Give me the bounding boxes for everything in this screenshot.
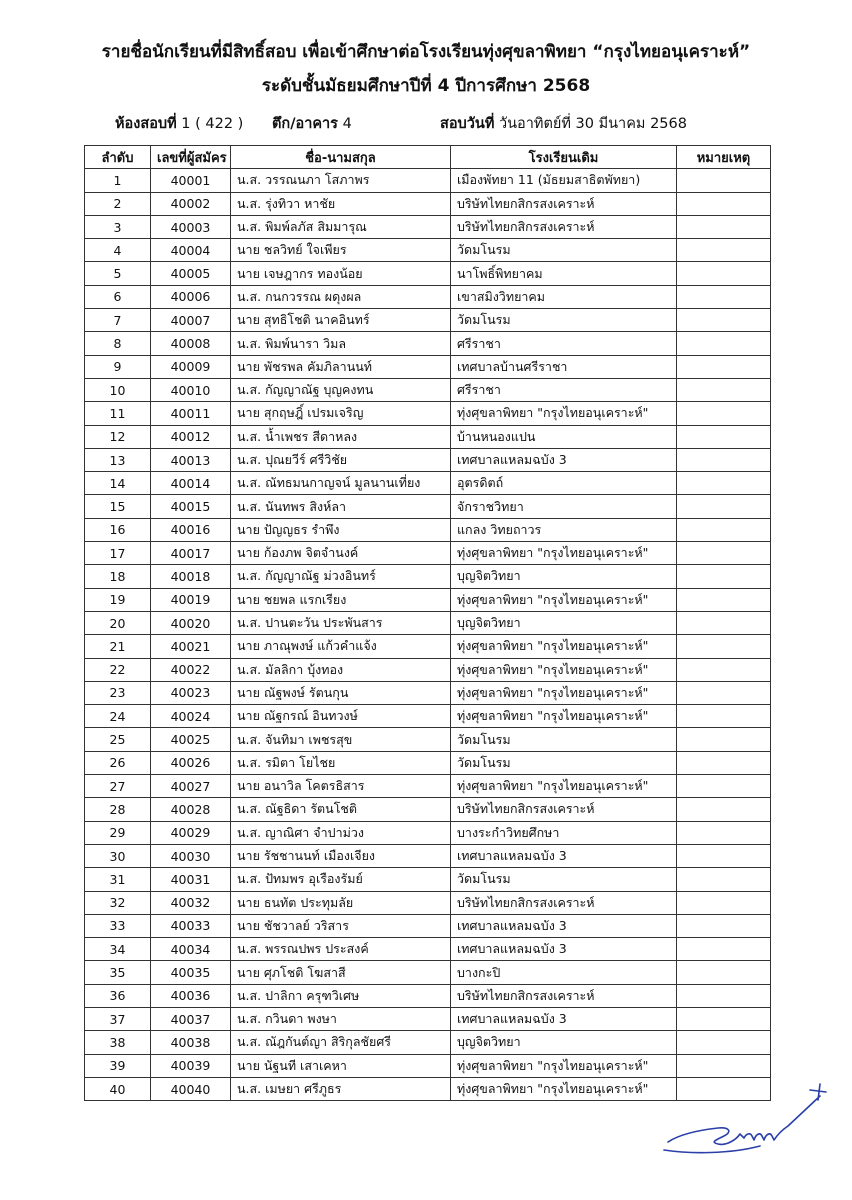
cell-previous-school: เทศบาลแหลมฉบัง 3 xyxy=(451,914,677,937)
cell-previous-school: บุญจิตวิทยา xyxy=(451,565,677,588)
cell-previous-school: ศรีราชา xyxy=(451,378,677,401)
cell-full-name: น.ส. พิมพ์นารา วิมล xyxy=(231,332,451,355)
table-row xyxy=(85,378,771,401)
table-row xyxy=(85,262,771,285)
cell-no: 23 xyxy=(85,681,151,704)
cell-no: 16 xyxy=(85,518,151,541)
cell-previous-school: เทศบาลบ้านศรีราชา xyxy=(451,355,677,378)
exam-building xyxy=(272,112,352,135)
exam-room-label: ห้องสอบที่ xyxy=(115,116,177,132)
table-row xyxy=(85,355,771,378)
column-header-no: ลำดับ xyxy=(85,146,151,169)
cell-remarks xyxy=(677,495,771,518)
cell-applicant-id: 40033 xyxy=(151,914,231,937)
cell-no: 15 xyxy=(85,495,151,518)
cell-remarks xyxy=(677,984,771,1007)
cell-remarks xyxy=(677,565,771,588)
table-row xyxy=(85,914,771,937)
cell-previous-school: แกลง วิทยถาวร xyxy=(451,518,677,541)
cell-no: 20 xyxy=(85,611,151,634)
table-row xyxy=(85,635,771,658)
cell-remarks xyxy=(677,751,771,774)
exam-building-label: ตึก/อาคาร xyxy=(272,116,338,132)
cell-full-name: นาย ก้องภพ จิตจำนงค์ xyxy=(231,542,451,565)
table-row xyxy=(85,891,771,914)
cell-previous-school: บุญจิตวิทยา xyxy=(451,1031,677,1054)
cell-previous-school: เขาสมิงวิทยาคม xyxy=(451,285,677,308)
cell-applicant-id: 40026 xyxy=(151,751,231,774)
table-row xyxy=(85,425,771,448)
table-row xyxy=(85,518,771,541)
cell-full-name: น.ส. พรรณปพร ประสงค์ xyxy=(231,938,451,961)
table-row xyxy=(85,309,771,332)
cell-remarks xyxy=(677,775,771,798)
cell-applicant-id: 40027 xyxy=(151,775,231,798)
cell-remarks xyxy=(677,658,771,681)
cell-no: 3 xyxy=(85,215,151,238)
cell-applicant-id: 40013 xyxy=(151,448,231,471)
exam-room xyxy=(115,112,243,135)
cell-full-name: น.ส. เมษยา ศรีภูธร xyxy=(231,1077,451,1100)
cell-no: 30 xyxy=(85,844,151,867)
cell-previous-school: เทศบาลแหลมฉบัง 3 xyxy=(451,1007,677,1030)
cell-no: 28 xyxy=(85,798,151,821)
table-row xyxy=(85,1031,771,1054)
cell-applicant-id: 40017 xyxy=(151,542,231,565)
cell-remarks xyxy=(677,705,771,728)
cell-remarks xyxy=(677,425,771,448)
cell-remarks xyxy=(677,681,771,704)
cell-previous-school: นาโพธิ์พิทยาคม xyxy=(451,262,677,285)
exam-date-label: สอบวันที่ xyxy=(440,116,495,132)
cell-remarks xyxy=(677,821,771,844)
cell-remarks xyxy=(677,868,771,891)
cell-previous-school: ทุ่งศุขลาพิทยา "กรุงไทยอนุเคราะห์" xyxy=(451,705,677,728)
cell-remarks xyxy=(677,472,771,495)
cell-full-name: นาย ปัญญธร รำพึง xyxy=(231,518,451,541)
cell-previous-school: ทุ่งศุขลาพิทยา "กรุงไทยอนุเคราะห์" xyxy=(451,542,677,565)
cell-no: 18 xyxy=(85,565,151,588)
cell-full-name: น.ส. รุ่งทิวา หาชัย xyxy=(231,192,451,215)
cell-remarks xyxy=(677,1031,771,1054)
column-header-remarks: หมายเหตุ xyxy=(677,146,771,169)
cell-applicant-id: 40038 xyxy=(151,1031,231,1054)
cell-previous-school: วัดมโนรม xyxy=(451,751,677,774)
table-row xyxy=(85,1007,771,1030)
cell-applicant-id: 40015 xyxy=(151,495,231,518)
cell-applicant-id: 40035 xyxy=(151,961,231,984)
cell-previous-school: บ้านหนองแปน xyxy=(451,425,677,448)
cell-no: 26 xyxy=(85,751,151,774)
cell-applicant-id: 40024 xyxy=(151,705,231,728)
cell-previous-school: บริษัทไทยกสิกรสงเคราะห์ xyxy=(451,984,677,1007)
table-row xyxy=(85,938,771,961)
table-row xyxy=(85,215,771,238)
cell-full-name: น.ส. กัญญาณัฐ บุญคงทน xyxy=(231,378,451,401)
cell-full-name: น.ส. ปุณยวีร์ ศรีวิชัย xyxy=(231,448,451,471)
cell-remarks xyxy=(677,961,771,984)
cell-full-name: น.ส. นันทพร สิงห์ลา xyxy=(231,495,451,518)
cell-applicant-id: 40030 xyxy=(151,844,231,867)
table-row xyxy=(85,821,771,844)
cell-full-name: นาย ณัฐกรณ์ อินทวงษ์ xyxy=(231,705,451,728)
cell-previous-school: ศรีราชา xyxy=(451,332,677,355)
cell-full-name: นาย ณัฐพงษ์ รัตนกุน xyxy=(231,681,451,704)
cell-no: 7 xyxy=(85,309,151,332)
cell-remarks xyxy=(677,215,771,238)
cell-no: 8 xyxy=(85,332,151,355)
table-row xyxy=(85,588,771,611)
cell-remarks xyxy=(677,914,771,937)
cell-previous-school: บางกะปิ xyxy=(451,961,677,984)
cell-no: 34 xyxy=(85,938,151,961)
cell-remarks xyxy=(677,1007,771,1030)
cell-applicant-id: 40010 xyxy=(151,378,231,401)
cell-remarks xyxy=(677,448,771,471)
column-header-applicant-id: เลขที่ผู้สมัคร xyxy=(151,146,231,169)
cell-no: 22 xyxy=(85,658,151,681)
cell-previous-school: ทุ่งศุขลาพิทยา "กรุงไทยอนุเคราะห์" xyxy=(451,635,677,658)
cell-full-name: น.ส. น้ำเพชร สีดาหลง xyxy=(231,425,451,448)
cell-applicant-id: 40012 xyxy=(151,425,231,448)
exam-date-value: วันอาทิตย์ที่ 30 มีนาคม 2568 xyxy=(498,116,687,132)
table-body xyxy=(85,169,771,1101)
cell-remarks xyxy=(677,262,771,285)
cell-applicant-id: 40014 xyxy=(151,472,231,495)
cell-full-name: น.ส. ณัทธมนกาญจน์ มูลนานเที่ยง xyxy=(231,472,451,495)
cell-no: 21 xyxy=(85,635,151,658)
cell-applicant-id: 40002 xyxy=(151,192,231,215)
exam-room-value: 1 ( 422 ) xyxy=(181,116,244,132)
cell-applicant-id: 40021 xyxy=(151,635,231,658)
cell-applicant-id: 40034 xyxy=(151,938,231,961)
cell-remarks xyxy=(677,378,771,401)
cell-remarks xyxy=(677,169,771,192)
table-row xyxy=(85,285,771,308)
cell-previous-school: บริษัทไทยกสิกรสงเคราะห์ xyxy=(451,192,677,215)
cell-applicant-id: 40005 xyxy=(151,262,231,285)
cell-remarks xyxy=(677,844,771,867)
cell-remarks xyxy=(677,728,771,751)
table-row xyxy=(85,448,771,471)
cell-full-name: นาย ชัชวาลย์ วริสาร xyxy=(231,914,451,937)
cell-previous-school: วัดมโนรม xyxy=(451,868,677,891)
cell-no: 27 xyxy=(85,775,151,798)
cell-full-name: นาย พัชรพล คัมภิลานนท์ xyxy=(231,355,451,378)
cell-no: 33 xyxy=(85,914,151,937)
table-header-row xyxy=(85,146,771,169)
cell-applicant-id: 40001 xyxy=(151,169,231,192)
table-row xyxy=(85,565,771,588)
cell-no: 2 xyxy=(85,192,151,215)
cell-full-name: นาย อนาวิล โคตรธิสาร xyxy=(231,775,451,798)
cell-remarks xyxy=(677,611,771,634)
cell-remarks xyxy=(677,798,771,821)
cell-full-name: นาย รัชชานนท์ เมืองเจียง xyxy=(231,844,451,867)
cell-no: 17 xyxy=(85,542,151,565)
cell-full-name: นาย ชยพล แรกเรียง xyxy=(231,588,451,611)
table-row xyxy=(85,728,771,751)
cell-previous-school: ทุ่งศุขลาพิทยา "กรุงไทยอนุเคราะห์" xyxy=(451,588,677,611)
cell-no: 25 xyxy=(85,728,151,751)
cell-full-name: น.ส. มัลลิกา บุ้งทอง xyxy=(231,658,451,681)
cell-previous-school: บุญจิตวิทยา xyxy=(451,611,677,634)
cell-applicant-id: 40004 xyxy=(151,239,231,262)
table-row xyxy=(85,658,771,681)
cell-applicant-id: 40023 xyxy=(151,681,231,704)
cell-previous-school: บางระกำวิทยศึกษา xyxy=(451,821,677,844)
table-row xyxy=(85,844,771,867)
cell-no: 29 xyxy=(85,821,151,844)
cell-no: 39 xyxy=(85,1054,151,1077)
cell-no: 10 xyxy=(85,378,151,401)
cell-previous-school: วัดมโนรม xyxy=(451,239,677,262)
table-row xyxy=(85,192,771,215)
cell-previous-school: ทุ่งศุขลาพิทยา "กรุงไทยอนุเคราะห์" xyxy=(451,658,677,681)
cell-previous-school: เทศบาลแหลมฉบัง 3 xyxy=(451,844,677,867)
table-row xyxy=(85,984,771,1007)
cell-no: 13 xyxy=(85,448,151,471)
cell-full-name: น.ส. ปาลิกา ครุฑวิเศษ xyxy=(231,984,451,1007)
cell-full-name: นาย นัฐนที เสาเคหา xyxy=(231,1054,451,1077)
column-header-full-name: ชื่อ-นามสกุล xyxy=(231,146,451,169)
cell-applicant-id: 40009 xyxy=(151,355,231,378)
cell-applicant-id: 40018 xyxy=(151,565,231,588)
cell-applicant-id: 40008 xyxy=(151,332,231,355)
cell-previous-school: จักราชวิทยา xyxy=(451,495,677,518)
table-row xyxy=(85,705,771,728)
cell-previous-school: บริษัทไทยกสิกรสงเคราะห์ xyxy=(451,891,677,914)
cell-full-name: นาย สุทธิโชติ นาคอินทร์ xyxy=(231,309,451,332)
table-row xyxy=(85,775,771,798)
cell-previous-school: ทุ่งศุขลาพิทยา "กรุงไทยอนุเคราะห์" xyxy=(451,1054,677,1077)
cell-applicant-id: 40020 xyxy=(151,611,231,634)
cell-remarks xyxy=(677,332,771,355)
table-row xyxy=(85,681,771,704)
table-row xyxy=(85,542,771,565)
cell-remarks xyxy=(677,588,771,611)
cell-applicant-id: 40028 xyxy=(151,798,231,821)
cell-applicant-id: 40031 xyxy=(151,868,231,891)
cell-applicant-id: 40040 xyxy=(151,1077,231,1100)
table-row xyxy=(85,495,771,518)
cell-previous-school: ทุ่งศุขลาพิทยา "กรุงไทยอนุเคราะห์" xyxy=(451,402,677,425)
cell-no: 11 xyxy=(85,402,151,425)
cell-full-name: นาย เจษฎากร ทองน้อย xyxy=(231,262,451,285)
table-row xyxy=(85,472,771,495)
cell-applicant-id: 40006 xyxy=(151,285,231,308)
table-row xyxy=(85,868,771,891)
cell-full-name: น.ส. ญาณิศา จำปาม่วง xyxy=(231,821,451,844)
cell-applicant-id: 40007 xyxy=(151,309,231,332)
cell-applicant-id: 40025 xyxy=(151,728,231,751)
cell-previous-school: วัดมโนรม xyxy=(451,728,677,751)
cell-applicant-id: 40029 xyxy=(151,821,231,844)
cell-no: 14 xyxy=(85,472,151,495)
cell-remarks xyxy=(677,309,771,332)
cell-remarks xyxy=(677,891,771,914)
cell-previous-school: ทุ่งศุขลาพิทยา "กรุงไทยอนุเคราะห์" xyxy=(451,775,677,798)
cell-full-name: นาย ศุภโชติ โฆสาสี xyxy=(231,961,451,984)
cell-applicant-id: 40036 xyxy=(151,984,231,1007)
cell-remarks xyxy=(677,192,771,215)
cell-full-name: นาย ภาณุพงษ์ แก้วคำแจ้ง xyxy=(231,635,451,658)
cell-remarks xyxy=(677,542,771,565)
cell-previous-school: เมืองพัทยา 11 (มัธยมสาธิตพัทยา) xyxy=(451,169,677,192)
cell-remarks xyxy=(677,402,771,425)
document-subtitle: ระดับชั้นมัธยมศึกษาปีที่ 4 ปีการศึกษา 2568 xyxy=(261,76,591,96)
table-row xyxy=(85,239,771,262)
exam-date xyxy=(440,112,687,135)
cell-full-name: น.ส. กวินดา พงษา xyxy=(231,1007,451,1030)
cell-no: 31 xyxy=(85,868,151,891)
cell-full-name: น.ส. กนกวรรณ ผดุงผล xyxy=(231,285,451,308)
cell-remarks xyxy=(677,285,771,308)
cell-previous-school: วัดมโนรม xyxy=(451,309,677,332)
cell-no: 1 xyxy=(85,169,151,192)
cell-remarks xyxy=(677,239,771,262)
cell-previous-school: บริษัทไทยกสิกรสงเคราะห์ xyxy=(451,798,677,821)
cell-no: 38 xyxy=(85,1031,151,1054)
cell-full-name: น.ส. วรรณนภา โสภาพร xyxy=(231,169,451,192)
cell-previous-school: เทศบาลแหลมฉบัง 3 xyxy=(451,938,677,961)
cell-full-name: น.ส. ปัทมพร อุเรืองรัมย์ xyxy=(231,868,451,891)
table-row xyxy=(85,169,771,192)
cell-applicant-id: 40022 xyxy=(151,658,231,681)
cell-full-name: น.ส. ปานตะวัน ประพันสาร xyxy=(231,611,451,634)
cell-full-name: นาย ชลวิทย์ ใจเพียร xyxy=(231,239,451,262)
signature-image xyxy=(660,1072,840,1162)
table-row xyxy=(85,332,771,355)
cell-no: 36 xyxy=(85,984,151,1007)
cell-applicant-id: 40016 xyxy=(151,518,231,541)
table-row xyxy=(85,751,771,774)
cell-no: 4 xyxy=(85,239,151,262)
cell-full-name: นาย สุกฤษฎิ์ เปรมเจริญ xyxy=(231,402,451,425)
cell-full-name: น.ส. รมิตา โยไชย xyxy=(231,751,451,774)
document-title: รายชื่อนักเรียนที่มีสิทธิ์สอบ เพื่อเข้าศึกษาต่อโรงเรียนทุ่งศุขลาพิทยา “กรุงไทยอนุเคราะห์” xyxy=(101,42,751,62)
cell-applicant-id: 40003 xyxy=(151,215,231,238)
cell-previous-school: ทุ่งศุขลาพิทยา "กรุงไทยอนุเคราะห์" xyxy=(451,1077,677,1100)
table-row xyxy=(85,798,771,821)
cell-no: 9 xyxy=(85,355,151,378)
cell-no: 35 xyxy=(85,961,151,984)
exam-info xyxy=(0,112,852,136)
column-header-previous-school: โรงเรียนเดิม xyxy=(451,146,677,169)
cell-applicant-id: 40032 xyxy=(151,891,231,914)
cell-no: 5 xyxy=(85,262,151,285)
cell-remarks xyxy=(677,355,771,378)
cell-previous-school: ทุ่งศุขลาพิทยา "กรุงไทยอนุเคราะห์" xyxy=(451,681,677,704)
cell-no: 6 xyxy=(85,285,151,308)
student-roster-table xyxy=(84,145,771,1101)
exam-building-value: 4 xyxy=(342,116,352,132)
cell-remarks xyxy=(677,938,771,961)
cell-full-name: นาย ธนทัต ประทุมลัย xyxy=(231,891,451,914)
cell-remarks xyxy=(677,635,771,658)
cell-full-name: น.ส. ณัฐธิดา รัตนโชติ xyxy=(231,798,451,821)
cell-no: 12 xyxy=(85,425,151,448)
table-row xyxy=(85,961,771,984)
cell-applicant-id: 40037 xyxy=(151,1007,231,1030)
cell-full-name: น.ส. พิมพ์ลภัส สิมมารุณ xyxy=(231,215,451,238)
cell-no: 24 xyxy=(85,705,151,728)
cell-no: 40 xyxy=(85,1077,151,1100)
cell-applicant-id: 40011 xyxy=(151,402,231,425)
cell-full-name: น.ส. กัญญาณัฐ ม่วงอินทร์ xyxy=(231,565,451,588)
cell-previous-school: เทศบาลแหลมฉบัง 3 xyxy=(451,448,677,471)
cell-remarks xyxy=(677,518,771,541)
cell-no: 32 xyxy=(85,891,151,914)
cell-no: 19 xyxy=(85,588,151,611)
table-row xyxy=(85,402,771,425)
cell-previous-school: อุตรดิตถ์ xyxy=(451,472,677,495)
cell-no: 37 xyxy=(85,1007,151,1030)
cell-previous-school: บริษัทไทยกสิกรสงเคราะห์ xyxy=(451,215,677,238)
cell-full-name: น.ส. ณัฎกันต์ญา สิริกุลชัยศรี xyxy=(231,1031,451,1054)
cell-applicant-id: 40039 xyxy=(151,1054,231,1077)
table-row xyxy=(85,611,771,634)
cell-full-name: น.ส. จันทิมา เพชรสุข xyxy=(231,728,451,751)
cell-applicant-id: 40019 xyxy=(151,588,231,611)
